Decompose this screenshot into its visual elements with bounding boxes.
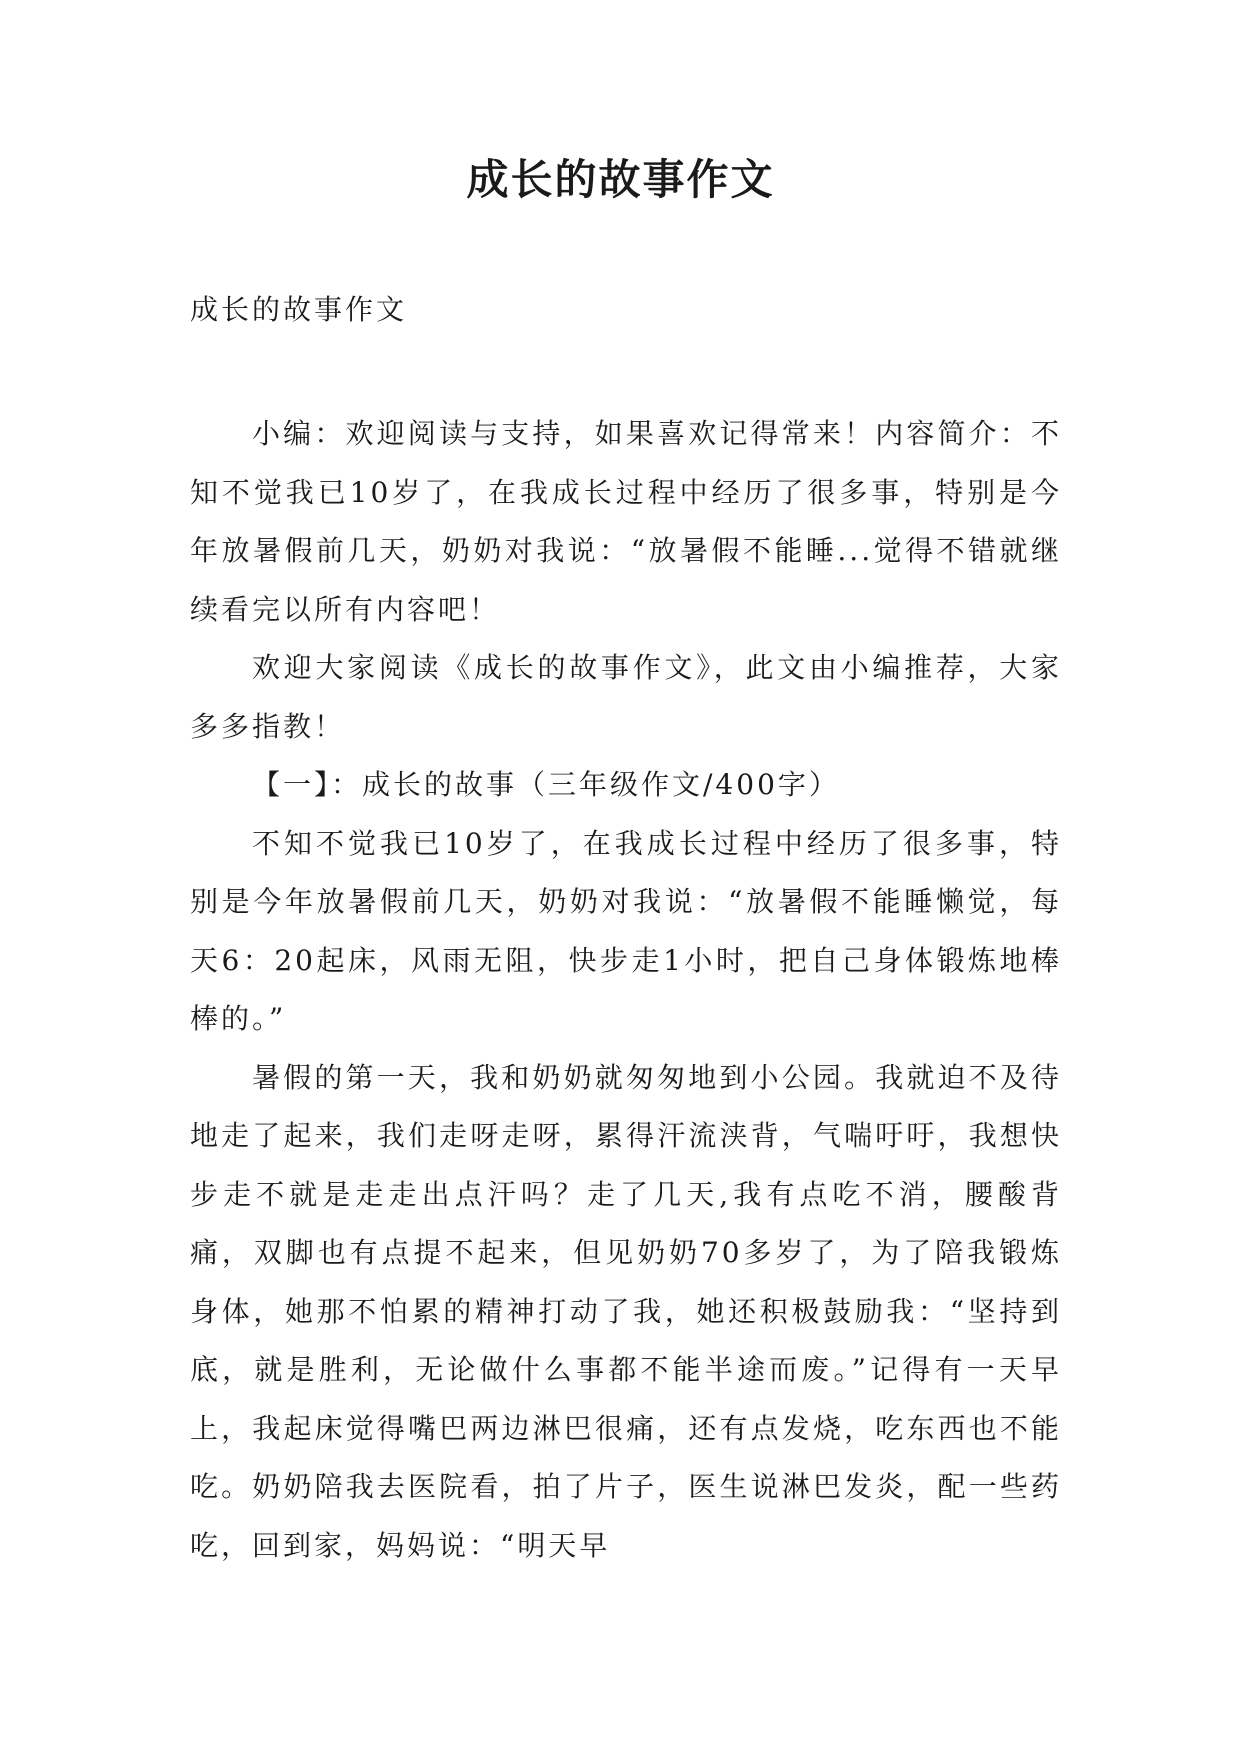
paragraph-intro: 小编：欢迎阅读与支持，如果喜欢记得常来！内容简介：不知不觉我已10岁了，在我成长过程中经历了很多事，特别是今年放暑假前几天，奶奶对我说：“放暑假不能睡...觉得不错就继续看完以所有内容吧！	[190, 417, 1062, 626]
paragraph-story-2: 暑假的第一天，我和奶奶就匆匆地到小公园。我就迫不及待地走了起来，我们走呀走呀，累得汗流浃背，气喘吁吁，我想快步走不就是走走出点汗吗？走了几天,我有点吃不消，腰酸背痛，双脚也有点提不起来，但见奶奶70多岁了，为了陪我锻炼身体，她那不怕累的精神打动了我，她还积极鼓励我：“坚持到底，就是胜利，无论做什么事都不能半途而废。”记得有一天早上，我起床觉得嘴巴两边淋巴很痛，还有点发烧，吃东西也不能吃。奶奶陪我去医院看，拍了片子，医生说淋巴发炎，配一些药吃，回到家，妈妈说：“明天早	[190, 1060, 1062, 1562]
paragraph-story-1: 不知不觉我已10岁了，在我成长过程中经历了很多事，特别是今年放暑假前几天，奶奶对我说：“放暑假不能睡懒觉，每天6：20起床，风雨无阻，快步走1小时，把自己身体锻炼地棒棒的。”	[190, 826, 1062, 1035]
section-heading: 【一】：成长的故事（三年级作文/400字）	[252, 768, 840, 801]
document-body	[190, 405, 1062, 1575]
document-title: 成长的故事作文	[466, 155, 775, 204]
document-subtitle: 成长的故事作文	[190, 293, 408, 326]
paragraph-welcome: 欢迎大家阅读《成长的故事作文》，此文由小编推荐，大家多多指教！	[190, 651, 1062, 743]
